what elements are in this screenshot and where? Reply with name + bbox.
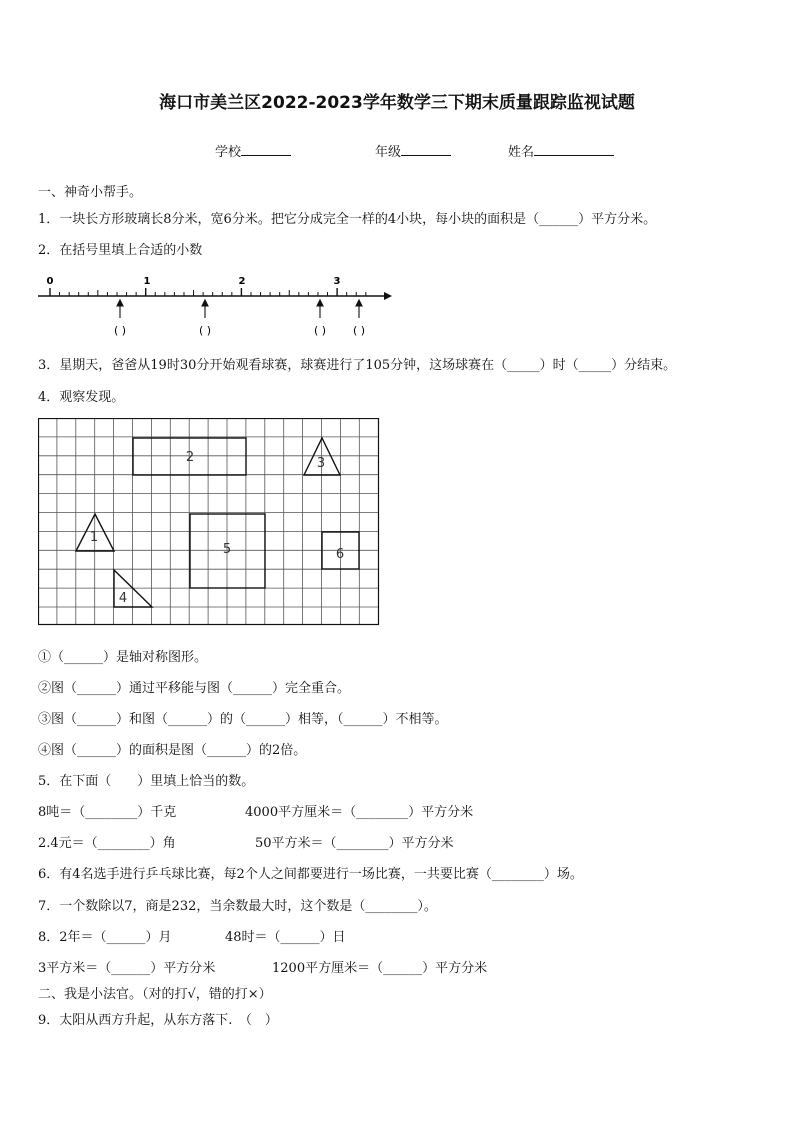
q5-row-1-left: 8吨＝（________）千克 (38, 805, 177, 820)
question-6: 6．有4名选手进行乒乓球比赛，每2个人之间都要进行一场比赛，一共要比赛（________）场。 (38, 867, 583, 882)
q4-item-1: ①（______）是轴对称图形。 (38, 650, 208, 665)
name-blank (534, 143, 614, 156)
grade-field (375, 141, 451, 160)
q4-item-2: ②图（______）通过平移能与图（______）完全重合。 (38, 681, 351, 696)
q5-row-1-right: 4000平方厘米＝（________）平方分米 (245, 805, 474, 820)
shape-5-label: 5 (222, 542, 232, 557)
shape-3-label: 3 (316, 456, 326, 471)
q8-row-2-right: 1200平方厘米＝（______）平方分米 (272, 961, 488, 976)
q5-row-2-right: 50平方米＝（________）平方分米 (255, 836, 454, 851)
nl-blank-2: ( ) (198, 324, 212, 337)
number-line (36, 268, 396, 348)
school-field (215, 141, 291, 160)
q8-row-1-left: 8．2年＝（______）月 (38, 930, 172, 945)
shape-6-label: 6 (335, 547, 345, 562)
shape-1-label: 1 (89, 530, 99, 545)
grade-label: 年级 (375, 145, 402, 160)
shape-4-label: 4 (118, 591, 128, 606)
nl-label-2: 2 (238, 276, 246, 287)
q8-row-1-right: 48时＝（______）日 (225, 930, 346, 945)
q5-row-2-left: 2.4元＝（________）角 (38, 836, 176, 851)
question-3: 3．星期天，爸爸从19时30分开始观看球赛，球赛进行了105分钟，这场球赛在（_____）时（_____）分结束。 (38, 358, 677, 373)
nl-label-0: 0 (46, 276, 54, 287)
question-7: 7．一个数除以7，商是232，当余数最大时，这个数是（________）。 (38, 899, 437, 914)
question-1: 1．一块长方形玻璃长8分米，宽6分米。把它分成完全一样的4小块，每小块的面积是（______）平方分米。 (38, 212, 657, 227)
page-title: 海口市美兰区2022-2023学年数学三下期末质量跟踪监视试题 (159, 93, 635, 113)
q8-row-2-left: 3平方米＝（______）平方分米 (38, 961, 216, 976)
nl-label-1: 1 (143, 276, 151, 287)
nl-blank-3: ( ) (313, 324, 327, 337)
shape-grid (38, 418, 380, 630)
question-9: 9．太阳从西方升起，从东方落下. （ ） (38, 1013, 278, 1028)
school-label: 学校 (215, 145, 242, 160)
name-label: 姓名 (508, 145, 535, 160)
name-field (508, 141, 614, 160)
school-blank (241, 143, 291, 156)
shape-2-label: 2 (185, 450, 195, 465)
section-2-heading: 二、我是小法官。（对的打√，错的打×） (38, 987, 272, 1002)
grade-blank (401, 143, 451, 156)
question-5: 5．在下面（ ）里填上恰当的数。 (38, 774, 255, 789)
q4-item-4: ④图（______）的面积是图（______）的2倍。 (38, 743, 307, 758)
q4-item-3: ③图（______）和图（______）的（______）相等，（______）不相等。 (38, 712, 448, 727)
nl-blank-4: ( ) (352, 324, 366, 337)
section-1-heading: 一、神奇小帮手。 (38, 185, 143, 200)
nl-blank-1: ( ) (113, 324, 127, 337)
question-4: 4．观察发现。 (38, 390, 125, 405)
question-2: 2．在括号里填上合适的小数 (38, 243, 203, 258)
nl-label-3: 3 (333, 276, 341, 287)
